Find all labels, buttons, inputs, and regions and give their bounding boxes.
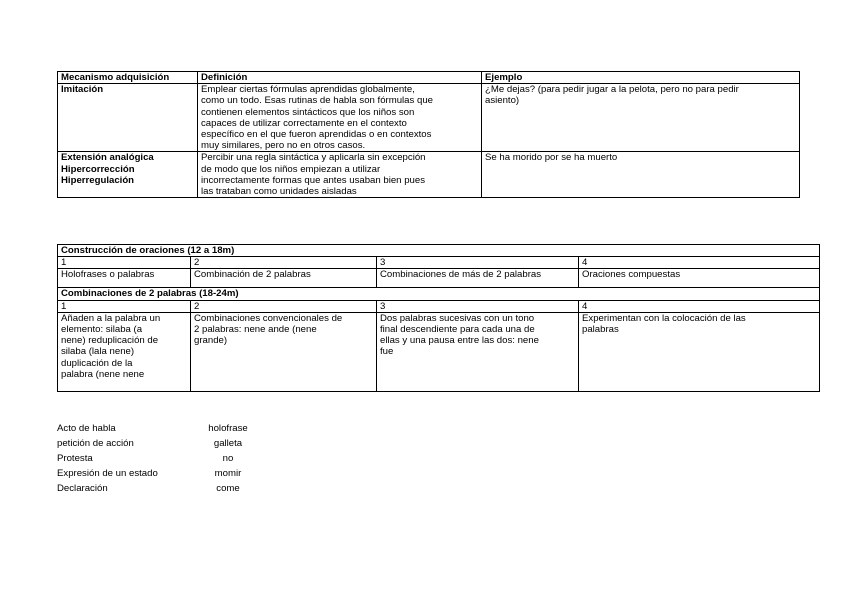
text-line: asiento): [485, 95, 520, 107]
text-line: final descendiente para cada una de: [380, 324, 535, 336]
construction-title: Construcción de oraciones (12 a 18m): [58, 245, 820, 257]
text-line: Extensión analógica: [61, 152, 154, 164]
text-line: muy similares, pero no en otros casos.: [201, 140, 366, 152]
stage-number: 4: [579, 257, 820, 269]
table-row: [58, 84, 800, 152]
table-row: [58, 269, 820, 288]
stage-cell: Oraciones compuestas: [579, 269, 820, 288]
header-example: Ejemplo: [482, 72, 800, 84]
text-line: duplicación de la: [61, 357, 133, 369]
speech-act-label: Declaración: [57, 483, 108, 494]
combination-cell: [191, 312, 377, 391]
stage-cell: Holofrases o palabras: [58, 269, 191, 288]
table-row: [58, 152, 800, 198]
text-line: Combinaciones convencionales de: [194, 312, 343, 324]
speech-acts-list: [57, 423, 317, 498]
speech-act-label: Acto de habla: [57, 423, 116, 434]
text-line: fue: [380, 346, 394, 358]
mechanism-name: [58, 84, 198, 152]
text-line: Dos palabras sucesivas con un tono: [380, 312, 535, 324]
text-line: contienen elementos sintácticos que los niños son: [201, 106, 415, 118]
mechanism-definition: [198, 84, 482, 152]
mechanism-example: [482, 84, 800, 152]
table-row: [58, 257, 820, 269]
speech-act-word: no: [222, 453, 234, 464]
text-line: 2 palabras: nene ande (nene: [194, 324, 317, 336]
speech-act-label: Protesta: [57, 453, 93, 464]
combination-cell: [579, 312, 820, 391]
mechanism-name: [58, 152, 198, 198]
text-line: nene) reduplicación de: [61, 335, 159, 347]
stage-number: 1: [58, 300, 191, 312]
text-line: Hiperregulación: [61, 174, 135, 186]
sentence-construction-table: [57, 244, 820, 392]
text-line: Hipercorrección: [61, 163, 135, 175]
speech-act-word: holofrase: [208, 423, 248, 434]
stage-number: 2: [191, 257, 377, 269]
combinations-title: Combinaciones de 2 palabras (18-24m): [58, 288, 820, 300]
text-line: las trataban como unidades aisladas: [201, 186, 357, 198]
table-header-row: [58, 72, 800, 84]
speech-act-word: come: [216, 483, 240, 494]
stage-number: 3: [377, 300, 579, 312]
text-line: Percibir una regla sintáctica y aplicarla sin excepción: [201, 152, 426, 164]
text-line: ellas y una pausa entre las dos: nene: [380, 335, 539, 347]
stage-number: 3: [377, 257, 579, 269]
mechanism-definition: [198, 152, 482, 198]
stage-number: 1: [58, 257, 191, 269]
section-title-row: [58, 245, 820, 257]
text-line: Se ha morido por se ha muerto: [485, 152, 618, 164]
stage-number: 4: [579, 300, 820, 312]
section-title-row: [58, 288, 820, 300]
list-item: [57, 468, 317, 483]
stage-number: 2: [191, 300, 377, 312]
mechanism-example: [482, 152, 800, 198]
table-row: [58, 300, 820, 312]
text-line: como un todo. Esas rutinas de habla son fórmulas que: [201, 95, 433, 107]
text-line: específico en el que fueron aprendidas o en contextos: [201, 129, 432, 141]
text-line: incorrectamente formas que antes usaban bien pues: [201, 174, 425, 186]
list-item: [57, 453, 317, 468]
text-line: palabra (nene nene: [61, 368, 145, 380]
text-line: de modo que los niños empiezan a utilizar: [201, 163, 381, 175]
text-line: elemento: silaba (a: [61, 324, 143, 336]
text-line: grande): [194, 335, 228, 347]
stage-cell: Combinaciones de más de 2 palabras: [377, 269, 579, 288]
speech-act-word: momir: [214, 468, 242, 479]
stage-cell: Combinación de 2 palabras: [191, 269, 377, 288]
header-mechanism: Mecanismo adquisición: [58, 72, 198, 84]
text-line: palabras: [582, 324, 619, 336]
text-line: Añaden a la palabra un: [61, 312, 161, 324]
text-line: ¿Me dejas? (para pedir jugar a la pelota, pero no para pedir: [485, 84, 739, 96]
speech-act-label: Expresión de un estado: [57, 468, 158, 479]
combination-cell: [58, 312, 191, 391]
list-item: [57, 423, 317, 438]
table-row: [58, 312, 820, 391]
list-item: [57, 483, 317, 498]
header-definition: Definición: [198, 72, 482, 84]
combination-cell: [377, 312, 579, 391]
text-line: capaces de utilizar correctamente en el contexto: [201, 117, 407, 129]
speech-act-label: petición de acción: [57, 438, 134, 449]
mechanisms-table: [57, 71, 800, 198]
list-item: [57, 438, 317, 453]
text-line: Experimentan con la colocación de las: [582, 312, 746, 324]
speech-act-word: galleta: [213, 438, 243, 449]
text-line: Emplear ciertas fórmulas aprendidas globalmente,: [201, 84, 415, 96]
text-line: Imitación: [61, 84, 104, 96]
text-line: silaba (lala nene): [61, 346, 135, 358]
